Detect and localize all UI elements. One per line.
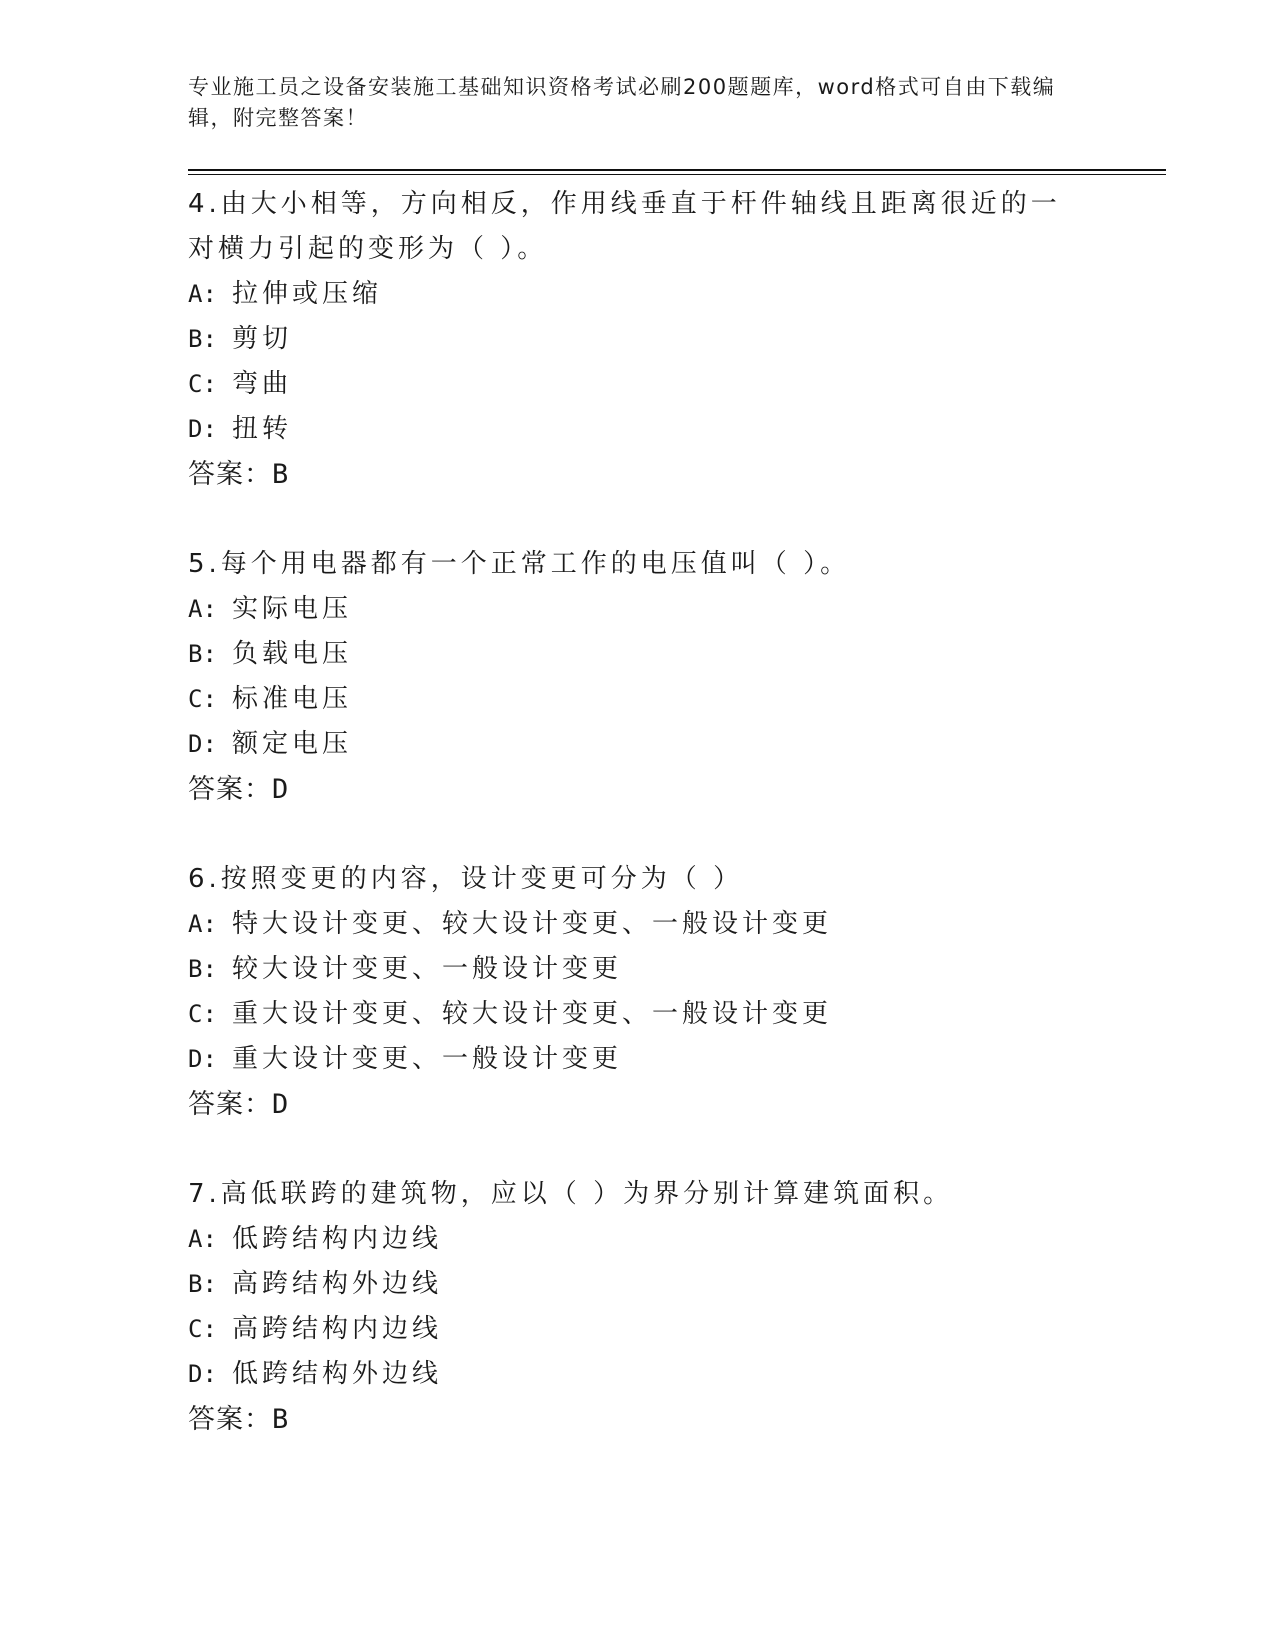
option-a	[188, 587, 1168, 632]
document-header: 专业施工员之设备安装施工基础知识资格考试必刷200题题库，word格式可自由下载编辑，附完整答案！	[188, 75, 1056, 130]
option-c	[188, 362, 1168, 407]
option-letter: B:	[188, 955, 217, 983]
option-d	[188, 1037, 1168, 1082]
option-letter: A:	[188, 595, 217, 623]
answer-line	[188, 767, 1168, 812]
option-letter: D:	[188, 1360, 217, 1388]
answer-label: 答案：	[188, 1089, 272, 1120]
option-a	[188, 1217, 1168, 1262]
question-list	[188, 182, 1168, 1442]
answer-value: D	[272, 1089, 290, 1120]
option-letter: D:	[188, 730, 217, 758]
option-text: 较大设计变更、一般设计变更	[232, 954, 623, 984]
option-d	[188, 407, 1168, 452]
option-text: 扭转	[232, 414, 293, 444]
question-4	[188, 182, 1168, 497]
option-b	[188, 947, 1168, 992]
question-5	[188, 542, 1168, 812]
option-c	[188, 1307, 1168, 1352]
question-stem: 7.高低联跨的建筑物，应以（ ）为界分别计算建筑面积。	[188, 1179, 954, 1209]
option-c	[188, 677, 1168, 722]
option-b	[188, 1262, 1168, 1307]
option-b	[188, 317, 1168, 362]
option-letter: C:	[188, 1315, 217, 1343]
option-text: 特大设计变更、较大设计变更、一般设计变更	[232, 909, 833, 939]
option-text: 弯曲	[232, 369, 293, 399]
option-c	[188, 992, 1168, 1037]
option-text: 拉伸或压缩	[232, 279, 383, 309]
answer-line	[188, 1082, 1168, 1127]
option-letter: A:	[188, 910, 217, 938]
header-divider	[188, 169, 1166, 175]
option-text: 低跨结构内边线	[232, 1224, 443, 1254]
option-text: 实际电压	[232, 594, 353, 624]
answer-value: B	[272, 459, 290, 490]
answer-value: D	[272, 774, 290, 805]
question-7	[188, 1172, 1168, 1442]
option-letter: C:	[188, 685, 217, 713]
option-a	[188, 902, 1168, 947]
option-text: 高跨结构外边线	[232, 1269, 443, 1299]
option-letter: D:	[188, 1045, 217, 1073]
answer-label: 答案：	[188, 459, 272, 490]
answer-label: 答案：	[188, 774, 272, 805]
option-letter: A:	[188, 280, 217, 308]
option-text: 高跨结构内边线	[232, 1314, 443, 1344]
option-text: 标准电压	[232, 684, 353, 714]
option-a	[188, 272, 1168, 317]
question-stem: 6.按照变更的内容，设计变更可分为（ ）	[188, 864, 744, 894]
answer-value: B	[272, 1404, 290, 1435]
option-text: 重大设计变更、一般设计变更	[232, 1044, 623, 1074]
option-letter: B:	[188, 1270, 217, 1298]
option-letter: A:	[188, 1225, 217, 1253]
option-letter: B:	[188, 325, 217, 353]
answer-line	[188, 452, 1168, 497]
option-letter: C:	[188, 1000, 217, 1028]
option-letter: C:	[188, 370, 217, 398]
option-b	[188, 632, 1168, 677]
option-text: 负载电压	[232, 639, 353, 669]
option-d	[188, 722, 1168, 767]
question-6	[188, 857, 1168, 1127]
option-text: 额定电压	[232, 729, 353, 759]
option-text: 剪切	[232, 324, 293, 354]
question-stem: 5.每个用电器都有一个正常工作的电压值叫（ ）。	[188, 549, 851, 579]
option-d	[188, 1352, 1168, 1397]
option-text: 重大设计变更、较大设计变更、一般设计变更	[232, 999, 833, 1029]
header-divider-inner	[188, 174, 1166, 175]
answer-label: 答案：	[188, 1404, 272, 1435]
option-letter: B:	[188, 640, 217, 668]
option-letter: D:	[188, 415, 217, 443]
document-page	[188, 72, 1168, 1487]
answer-line	[188, 1397, 1168, 1442]
option-text: 低跨结构外边线	[232, 1359, 443, 1389]
question-stem: 4.由大小相等，方向相反，作用线垂直于杆件轴线且距离很近的一对横力引起的变形为（ ）。	[188, 189, 1061, 264]
